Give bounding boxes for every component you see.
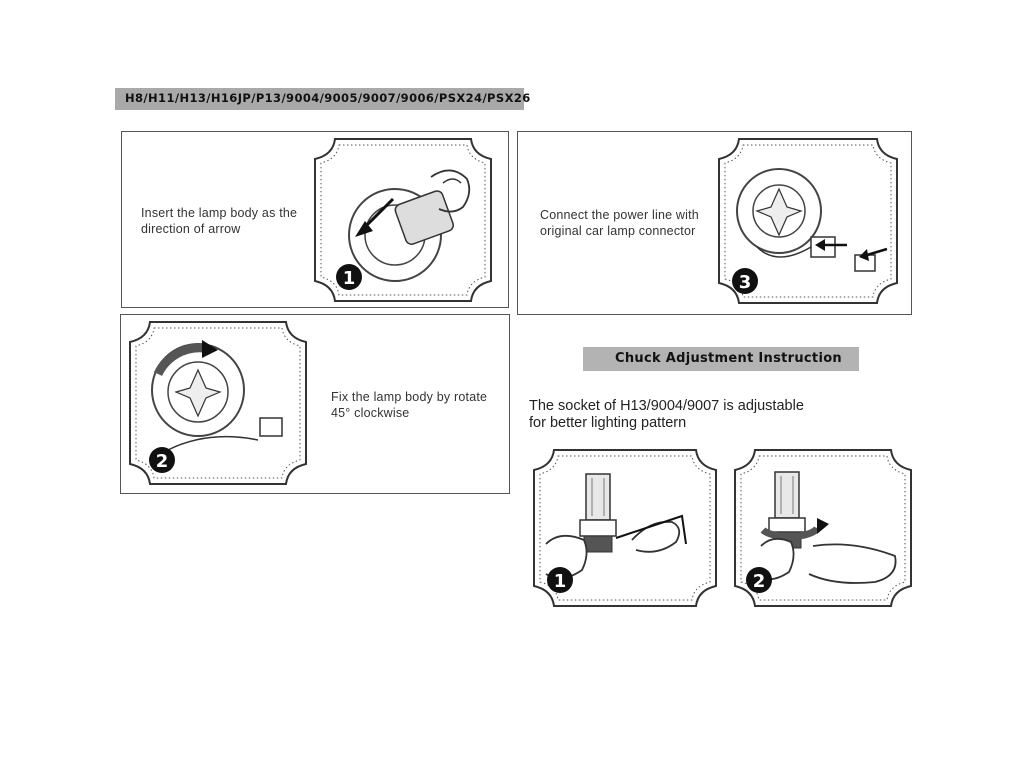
chuck-figure-2 [733, 448, 913, 608]
models-header-text: H8/H11/H13/H16JP/P13/9004/9005/9007/9006/PSX24/PSX26 [125, 91, 531, 105]
chuck-description-line-1: The socket of H13/9004/9007 is adjustable [529, 398, 804, 414]
chuck-title: Chuck Adjustment Instruction [615, 351, 842, 366]
chuck-description-line-2: for better lighting pattern [529, 415, 687, 431]
step-1-text [141, 205, 297, 237]
step-3-line-2: original car lamp connector [540, 224, 696, 238]
step-3-line-1: Connect the power line with [540, 208, 699, 222]
step-2-number: 2 [155, 451, 169, 472]
step-2-line-2: 45° clockwise [331, 406, 410, 420]
chuck-title-bar [583, 347, 859, 371]
step-2-text [331, 389, 487, 421]
chuck-figure-1-number: 1 [553, 571, 567, 592]
step-3-illustration [717, 137, 899, 305]
chuck-description [529, 398, 804, 432]
step-1-line-1: Insert the lamp body as the [141, 206, 298, 220]
models-header-bar [115, 88, 531, 110]
step-2-illustration [128, 320, 308, 486]
chuck-figure-1 [532, 448, 718, 608]
step-1-line-2: direction of arrow [141, 222, 241, 236]
step-1-number: 1 [342, 268, 356, 289]
step-2-line-1: Fix the lamp body by rotate [331, 390, 488, 404]
chuck-figure-2-number: 2 [752, 571, 766, 592]
step-1-illustration [313, 137, 493, 303]
step-3-number: 3 [738, 272, 752, 293]
step-3-text [540, 207, 699, 239]
